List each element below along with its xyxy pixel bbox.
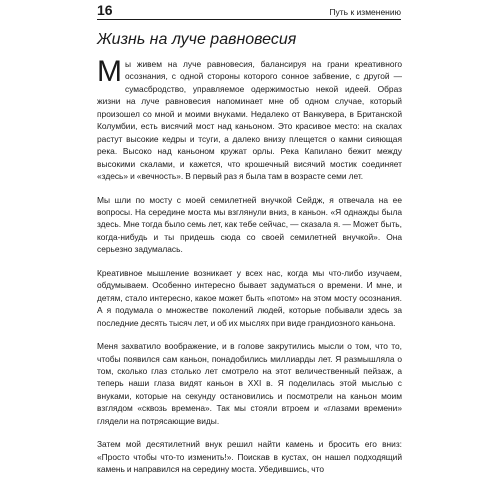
page-header	[97, 2, 401, 20]
chapter-title: Жизнь на луче равновесия	[97, 31, 297, 48]
page-body	[97, 55, 402, 487]
paragraph: Мы шли по мосту с моей семилетней внучкой Сейдж, я отвечала на ее вопросы. На середине моста мы взглянули вниз, в каньон. «Я однажды была здесь. Мне тогда было семь лет, как тебе сейчас, — сказала я. — Может быть, когда-нибудь и ты придешь сюда со своей семилетней внучкой». Она серьезно задумалась.	[97, 194, 402, 255]
paragraph-text: ы живем на луче равновесия, балансируя на грани креативного осознания, с одной стороны которого сонное забвение, с другой — сумасбродство, управляемое одержимостью некой идеей. Образ жизни на луче равновесия напоминает мне об одном случае, который произошел со мной и моими внуками. Недалеко от Ванкувера, в Британской Колумбии, есть висячий мост над каньоном. Это красивое место: на скалах растут высокие кедры и тсуги, а далеко внизу плещется о камни сияющая река. Высоко над каньоном кружат орлы. Река Капилано бежит между высокими скалами, и кажется, что крошечный висячий мостик соединяет «здесь» и «вечность». В первый раз я была там в возрасте семи лет.	[97, 59, 402, 182]
paragraph: Затем мой десятилетний внук решил найти камень и бросить его вниз: «Просто чтобы что-то изменить!». Поискав в кустах, он нашел подходящий камень и направился на середину моста. Убедившись, что	[97, 439, 402, 475]
paragraph: Креативное мышление возникает у всех нас, когда мы что-либо изучаем, обдумываем. Особенно интересно бывает задуматься о времени. И мне, и детям, стало интересно, какое может быть «потом» на этом мосту осознания. А я подумала о множестве поколений людей, которые побывали здесь за последние десять тысяч лет, и об их мыслях при виде грандиозного каньона.	[97, 267, 402, 328]
drop-cap: М	[97, 55, 122, 88]
running-head: Путь к изменению	[329, 7, 401, 17]
paragraph: Меня захватило воображение, и в голове закрутились мысли о том, что то, чтобы появился сам каньон, понадобились миллиарды лет. Я размышляла о том, сколько глаз столько лет смотрело на этот величественный пейзаж, а теперь наши глаза видят каньон в XXI в. Я поделилась этой мыслью с внуками, которые на секунду остановились и посмотрели на каньон моим взглядом «сквозь времена». Так мы стояли втроем и «глазами времени» глядели на потрясающие виды.	[97, 341, 402, 426]
page-number: 16	[97, 2, 113, 18]
paragraph	[97, 55, 402, 183]
